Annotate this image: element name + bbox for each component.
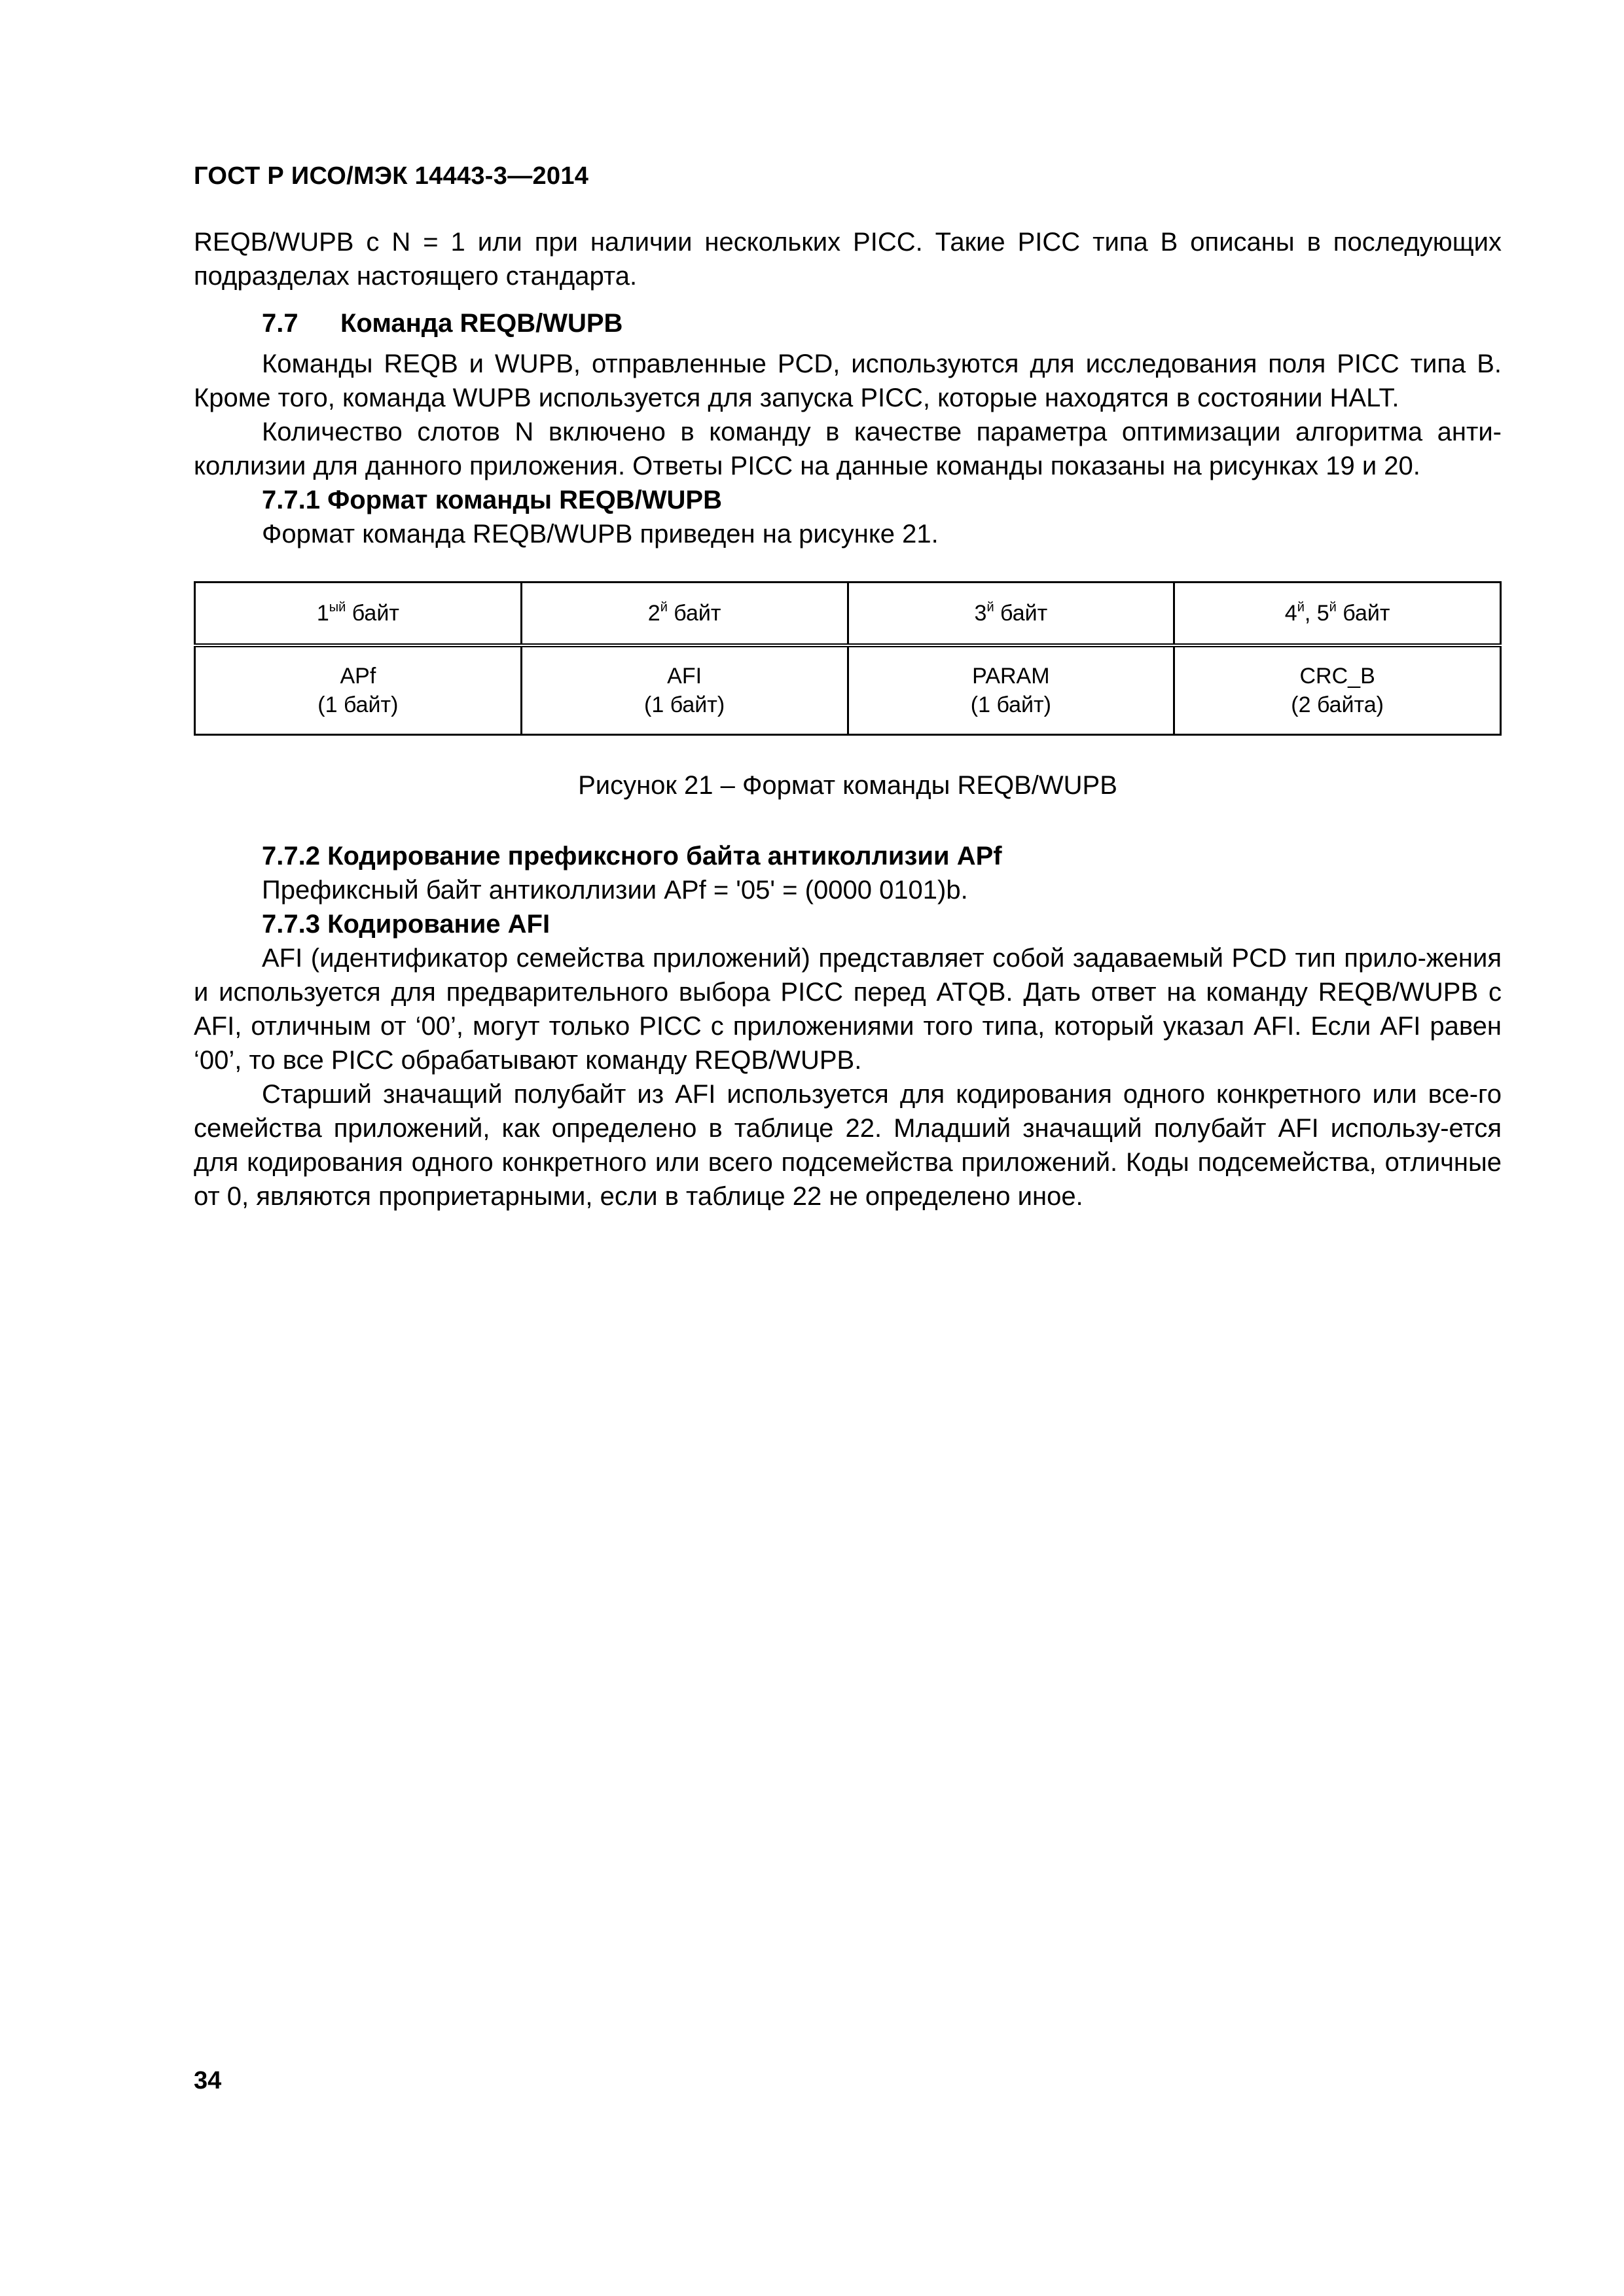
header-byte-3: $3^й$ байт: [848, 583, 1174, 646]
subsection-heading-7-7-3: 7.7.3 Кодирование AFI: [262, 910, 550, 939]
header-byte-1: $1^{ый}$ байт: [195, 583, 522, 646]
paragraph-apf-value: Префиксный байт антиколлизии APf = '05' = (0000 0101)b.: [262, 876, 968, 905]
figure-21-table: [194, 581, 1502, 736]
cell-param: PARAM (1 байт): [848, 645, 1174, 735]
section-number: 7.7: [262, 309, 298, 338]
cell-afi: AFI (1 байт): [521, 645, 848, 735]
page-content: [194, 225, 1502, 1213]
header-byte-4-5: $4^й$, $5^й$ байт: [1174, 583, 1501, 646]
document-header: ГОСТ Р ИСО/МЭК 14443-3—2014: [194, 162, 589, 190]
paragraph-format-ref: Формат команда REQB/WUPB приведен на рисунке 21.: [262, 520, 939, 548]
paragraph-slot-count: Количество слотов N включено в команду в качестве параметра оптимизации алгоритма анти-коллизии для данного приложения. Ответы PICC на данные команды показаны на рисунках 19 и 20.: [194, 418, 1502, 480]
header-byte-2: $2^й$ байт: [521, 583, 848, 646]
paragraph-afi-definition: AFI (идентификатор семейства приложений) представляет собой задаваемый PCD тип прило-жения и используется для предварительного выбора PICC перед ATQB. Дать ответ на команду REQB/WUPB с AFI, отличным от ‘00’, могут только PICC с приложениями того типа, который указал AFI. Если AFI равен ‘00’, то все PICC обрабатывают команду REQB/WUPB.: [194, 944, 1502, 1075]
page-number: 34: [194, 2067, 222, 2094]
table-header-row: [195, 583, 1501, 646]
subsection-heading-7-7-1: 7.7.1 Формат команды REQB/WUPB: [262, 486, 722, 514]
cell-apf: APf (1 байт): [195, 645, 522, 735]
figure-caption: Рисунок 21 – Формат команды REQB/WUPB: [578, 771, 1117, 800]
paragraph-continuation: REQB/WUPB с N = 1 или при наличии нескольких PICC. Такие PICC типа B описаны в последующих подразделах настоящего стандарта.: [194, 228, 1502, 291]
subsection-heading-7-7-2: 7.7.2 Кодирование префиксного байта антиколлизии APf: [262, 842, 1002, 870]
section-title: Команда REQB/WUPB: [340, 309, 623, 338]
paragraph-afi-nibbles: Старший значащий полубайт из AFI используется для кодирования одного конкретного или все-го семейства приложений, как определено в таблице 22. Младший значащий полубайт AFI использу-ется для кодирования одного конкретного или всего подсемейства приложений. Коды подсемейства, отличные от 0, являются проприетарными, если в таблице 22 не определено иное.: [194, 1080, 1502, 1211]
table-row: [195, 645, 1501, 735]
cell-crc-b: CRC_B (2 байта): [1174, 645, 1501, 735]
paragraph-reqb-wupb-purpose: Команды REQB и WUPB, отправленные PCD, используются для исследования поля PICC типа B. Кроме того, команда WUPB используется для запуска PICC, которые находятся в состоянии HALT.: [194, 350, 1502, 412]
section-heading-7-7: [194, 306, 1502, 340]
